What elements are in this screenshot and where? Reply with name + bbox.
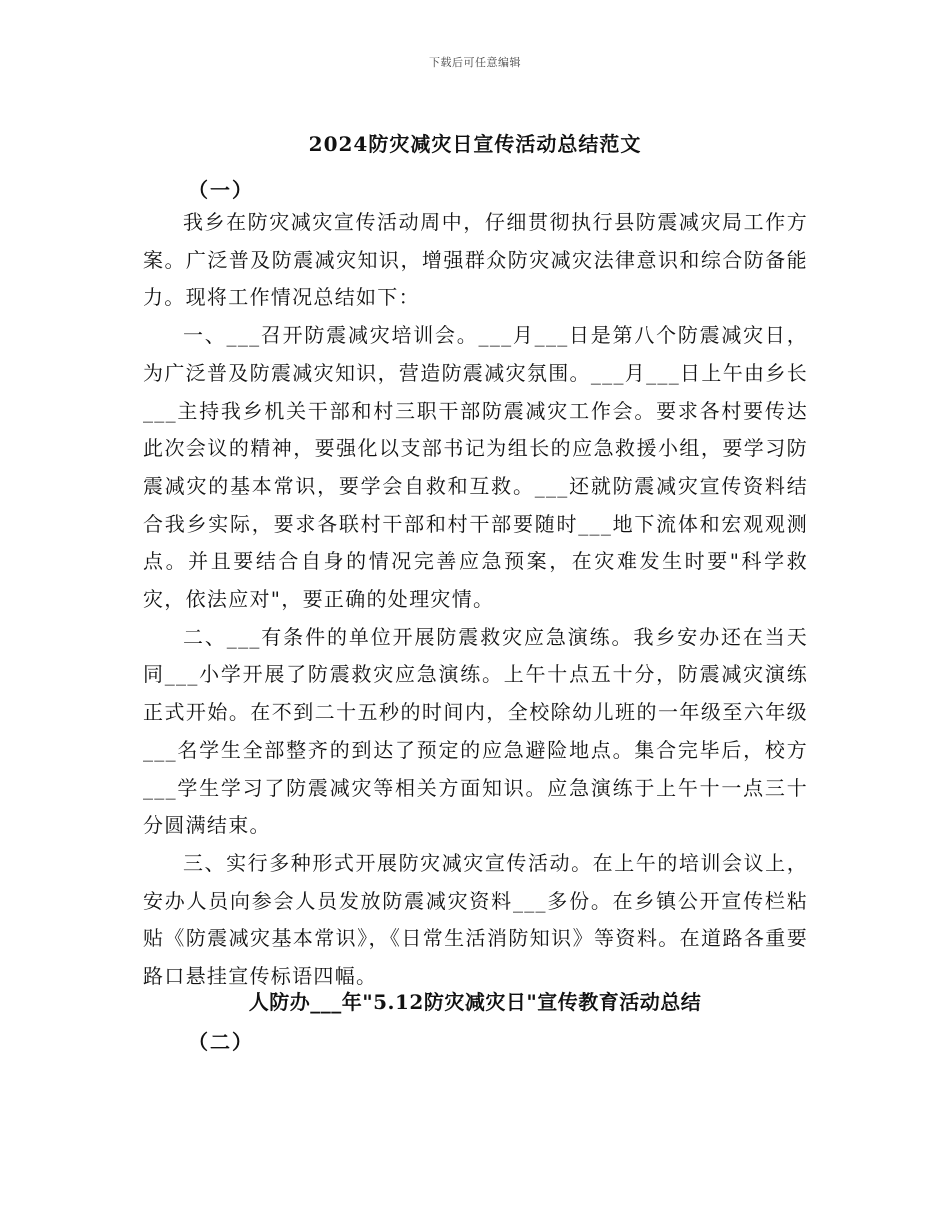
paragraph-item-3: 三、实行多种形式开展防灾减灾宣传活动。在上午的培训会议上，安办人员向参会人员发放防震减灾资料___多份。在乡镇公开宣传栏粘贴《防震减灾基本常识》，《日常生活消防知识》等资料。在道路各重要路口悬挂宣传标语四幅。 [143, 850, 808, 989]
page-header-note: 下载后可任意编辑 [429, 56, 521, 69]
document-body [143, 204, 808, 996]
document-title: 2024防灾减灾日宣传活动总结范文 [308, 132, 642, 156]
paragraph-item-2: 二、___有条件的单位开展防震救灾应急演练。我乡安办还在当天同___小学开展了防震救灾应急演练。上午十点五十分，防震减灾演练正式开始。在不到二十五秒的时间内，全校除幼儿班的一年级至六年级___名学生全部整齐的到达了预定的应急避险地点。集合完毕后，校方___学生学习了防震减灾等相关方面知识。应急演练于上午十一点三十分圆满结束。 [143, 624, 808, 838]
section-label-1: （一） [188, 178, 254, 202]
paragraph-intro: 我乡在防灾减灾宣传活动周中，仔细贯彻执行县防震减灾局工作方案。广泛普及防震减灾知识，增强群众防灾减灾法律意识和综合防备能力。现将工作情况总结如下： [143, 210, 808, 310]
section-label-2: （二） [188, 1030, 254, 1054]
document-subtitle: 人防办___年"5.12防灾减灾日"宣传教育活动总结 [248, 990, 702, 1014]
paragraph-item-1: 一、___召开防震减灾培训会。___月___日是第八个防震减灾日，为广泛普及防震减灾知识，营造防震减灾氛围。___月___日上午由乡长___主持我乡机关干部和村三职干部防震减灾工作会。要求各村要传达此次会议的精神，要强化以支部书记为组长的应急救援小组，要学习防震减灾的基本常识，要学会自救和互救。___还就防震减灾宣传资料结合我乡实际，要求各联村干部和村干部要随时___地下流体和宏观观测点。并且要结合自身的情况完善应急预案，在灾难发生时要"科学救灾，依法应对"，要正确的处理灾情。 [143, 323, 808, 612]
